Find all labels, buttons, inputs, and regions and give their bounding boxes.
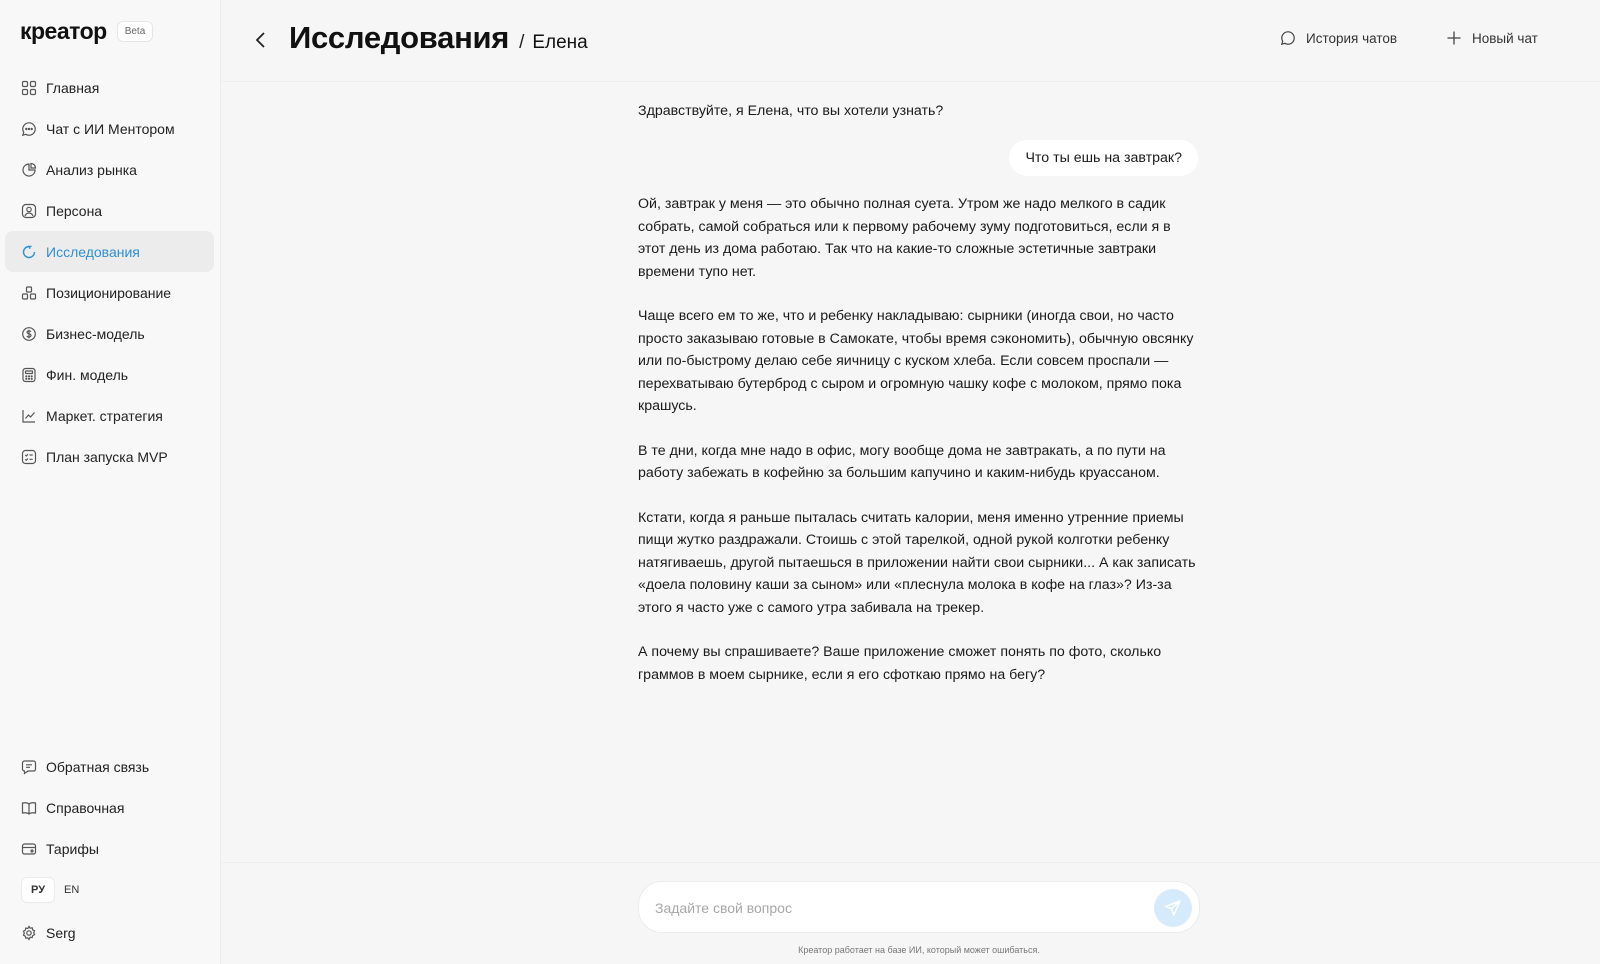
feedback-icon (21, 759, 37, 775)
chat-history-label: История чатов (1306, 30, 1398, 46)
sidebar-item-marketing-strategy[interactable] (5, 395, 214, 436)
beta-badge: Beta (117, 21, 154, 42)
sidebar-item-business-model[interactable] (5, 313, 214, 354)
chat-thread (638, 100, 1198, 686)
wallet-icon (21, 841, 37, 857)
sidebar-item-label: Тарифы (46, 840, 99, 857)
sidebar-item-label: Позиционирование (46, 284, 172, 301)
logo-row (20, 18, 153, 45)
answer-paragraph: Ой, завтрак у меня — это обычно полная суета. Утром же надо мелкого в садик собрать, самой собраться или к первому рабочему зуму подготовиться, если я в этот день из дома работаю. Так что на какие-то сложные эстетичные завтраки времени тупо нет. (638, 196, 1171, 280)
back-button[interactable] (250, 28, 272, 52)
question-input[interactable] (655, 896, 1135, 920)
sidebar-nav (5, 67, 214, 477)
research-refresh-icon (21, 244, 37, 260)
user-message: Что ты ешь на завтрак? (1009, 140, 1198, 176)
new-chat-button[interactable] (1446, 30, 1538, 46)
assistant-message (638, 193, 1198, 686)
sidebar-item-help[interactable] (5, 787, 214, 828)
sidebar-item-label: План запуска MVP (46, 448, 168, 465)
sidebar-item-label: Фин. модель (46, 366, 129, 383)
sidebar-bottom-nav (5, 746, 214, 869)
sidebar (0, 0, 221, 964)
greeting-text: Здравствуйте, я Елена, что вы хотели узнать? (638, 103, 944, 119)
sidebar-item-positioning[interactable] (5, 272, 214, 313)
sidebar-item-label: Обратная связь (46, 758, 150, 775)
user-settings-button[interactable] (5, 912, 214, 953)
user-name: Serg (46, 924, 76, 941)
main-area (222, 0, 1600, 964)
grid-icon (21, 80, 37, 96)
sidebar-item-label: Персона (46, 202, 103, 219)
answer-paragraph: В те дни, когда мне надо в офис, могу вообще дома не завтракать, а по пути на работу забежать в кофейню за большим капучино и каким-нибудь круассаном. (638, 442, 1166, 482)
dollar-icon (21, 326, 37, 342)
sidebar-item-market-analysis[interactable] (5, 149, 214, 190)
send-icon (1164, 899, 1182, 917)
checklist-icon (21, 449, 37, 465)
language-switcher (21, 877, 88, 903)
chat-bubble-icon (1280, 30, 1296, 46)
gear-icon (21, 925, 37, 941)
sidebar-item-label: Анализ рынка (46, 161, 137, 178)
composer-area (222, 862, 1600, 964)
chevron-left-icon (250, 28, 272, 52)
sidebar-item-label: Чат с ИИ Ментором (46, 120, 175, 137)
answer-paragraph: А почему вы спрашиваете? Ваше приложение сможет понять по фото, сколько граммов в моем сырнике, если я его сфоткаю прямо на бегу? (638, 644, 1162, 683)
calculator-icon (21, 367, 37, 383)
send-button[interactable] (1154, 889, 1192, 927)
positioning-icon (21, 285, 37, 301)
sidebar-item-feedback[interactable] (5, 746, 214, 787)
new-chat-label: Новый чат (1472, 30, 1538, 46)
breadcrumb-separator: / (519, 32, 525, 53)
plus-icon (1446, 30, 1462, 46)
logo[interactable]: креатор (20, 18, 107, 44)
persona-icon (21, 203, 37, 219)
sidebar-item-label: Исследования (46, 243, 140, 260)
lang-ru-button[interactable]: РУ (21, 877, 55, 903)
sidebar-item-pricing[interactable] (5, 828, 214, 869)
sidebar-item-label: Справочная (46, 799, 125, 816)
line-chart-icon (21, 408, 37, 424)
page-header (222, 0, 1600, 82)
sidebar-item-label: Главная (46, 79, 100, 96)
answer-paragraph: Чаще всего ем то же, что и ребенку накладываю: сырники (иногда свои, но часто просто заказываю готовые в Самокате, чтобы время сэкономить), обычную овсянку или по-быстрому делаю себе яичницу с куском хлеба. Если совсем проспали — перехватываю бутерброд с сыром и огромную чашку кофе с молоком, прямо пока крашусь. (638, 308, 1194, 415)
sidebar-item-home[interactable] (5, 67, 214, 108)
sidebar-item-persona[interactable] (5, 190, 214, 231)
sidebar-item-fin-model[interactable] (5, 354, 214, 395)
breadcrumb (289, 20, 588, 56)
answer-paragraph: Кстати, когда я раньше пыталась считать калории, меня именно утренние приемы пищи жутко раздражали. Стоишь с этой тарелкой, одной рукой колготки ребенку натягиваешь, другой пытаешься в приложении найти свои сырники... А как записать «доела половину каши за сыном» или «плеснула молока в кофе на глаз»? Из-за этого я часто уже с самого утра забивала на трекер. (638, 510, 1196, 616)
pie-chart-icon (21, 162, 37, 178)
page-title: Исследования (289, 20, 510, 55)
sidebar-item-ai-mentor-chat[interactable] (5, 108, 214, 149)
user-menu (5, 912, 214, 953)
user-message-row (638, 140, 1198, 176)
question-input-box (638, 881, 1200, 933)
lang-en-button[interactable]: EN (64, 884, 80, 896)
ai-disclaimer: Креатор работает на базе ИИ, который может ошибаться. (798, 945, 1040, 955)
chat-history-button[interactable] (1280, 30, 1397, 46)
sidebar-item-label: Бизнес-модель (46, 325, 145, 342)
sidebar-item-research[interactable] (5, 231, 214, 272)
sidebar-item-mvp-plan[interactable] (5, 436, 214, 477)
persona-name: Елена (532, 32, 588, 53)
book-icon (21, 800, 37, 816)
sidebar-item-label: Маркет. стратегия (46, 407, 163, 424)
assistant-message (638, 100, 1198, 122)
chat-bubble-icon (21, 121, 37, 137)
